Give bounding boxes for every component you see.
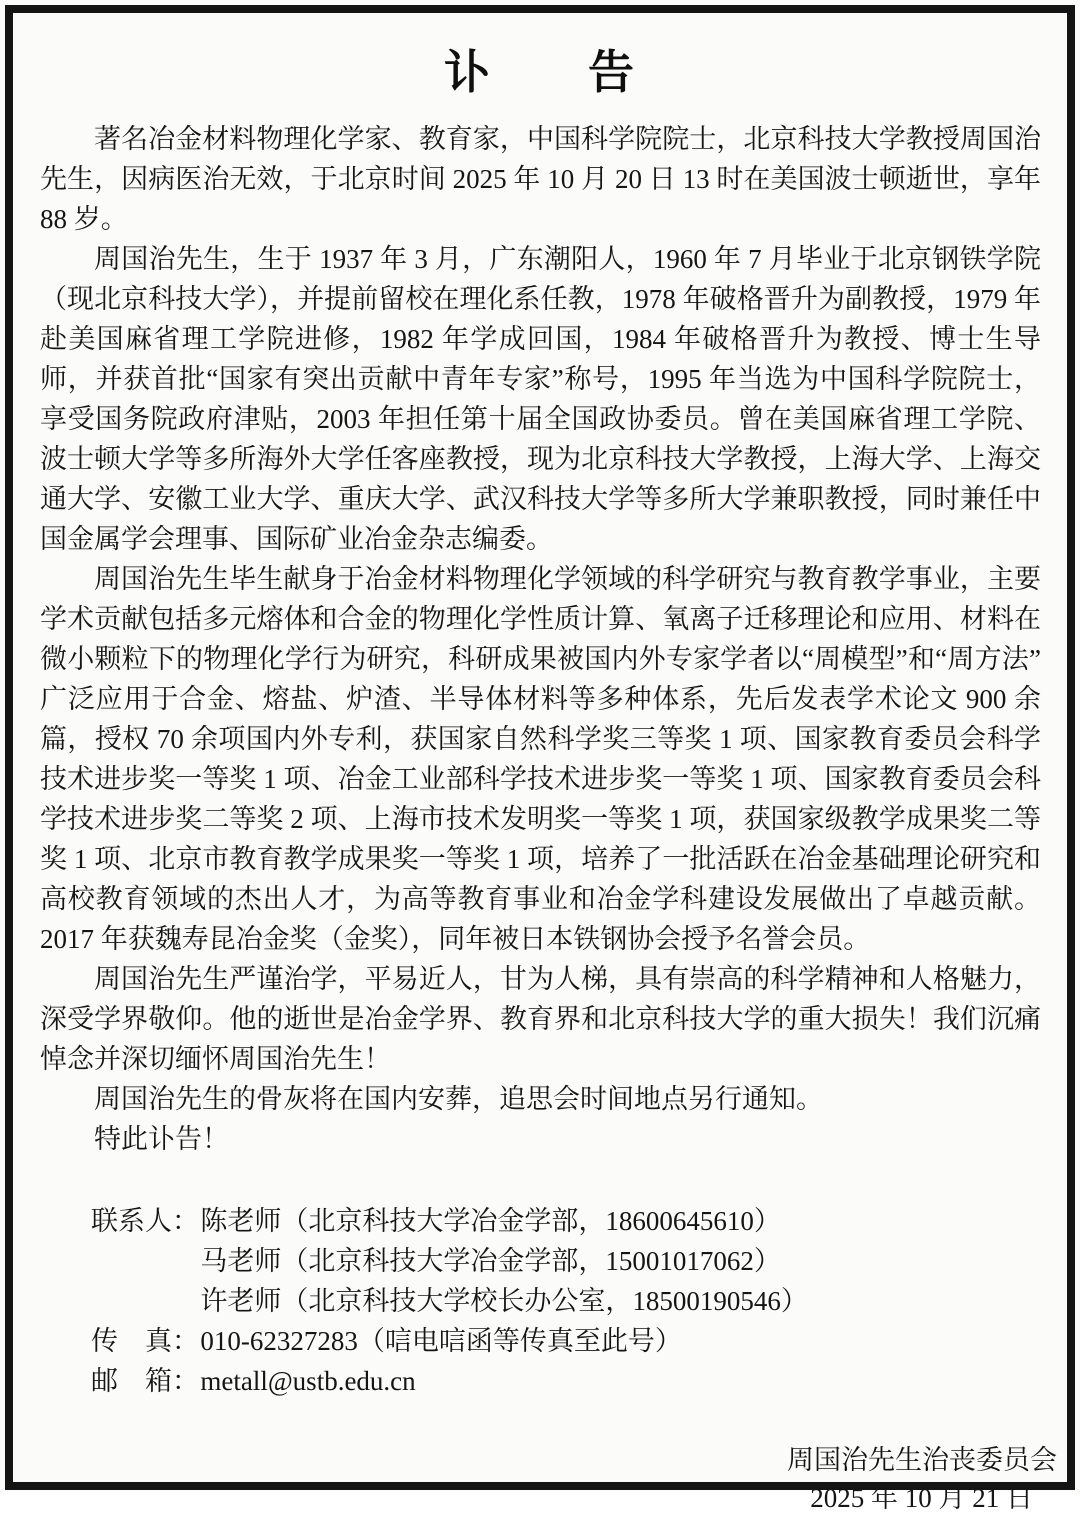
contact-row-fax bbox=[91, 1321, 1041, 1361]
contact-row-person-2 bbox=[91, 1241, 1041, 1281]
paragraph-closing: 特此讣告！ bbox=[94, 1124, 229, 1154]
signature-committee: 周国治先生治丧委员会 bbox=[787, 1445, 1057, 1475]
paragraph-tribute: 周国治先生严谨治学，平易近人，甘为人梯，具有崇高的科学精神和人格魅力，深受学界敬仰。他的逝世是冶金学界、教育界和北京科技大学的重大损失！我们沉痛悼念并深切缅怀周国治先生！ bbox=[40, 964, 1041, 1074]
contact-label: 联系人： bbox=[91, 1206, 199, 1236]
contact-person-1: 陈老师（北京科技大学冶金学部，18600645610） bbox=[200, 1206, 781, 1236]
contact-row-person-3 bbox=[91, 1281, 1041, 1321]
contact-row-email bbox=[91, 1361, 1041, 1401]
fax-label: 传 真： bbox=[91, 1326, 199, 1356]
paragraph-death-announcement: 著名冶金材料物理化学家、教育家，中国科学院院士，北京科技大学教授周国治先生，因病医治无效，于北京时间 2025 年 10 月 20 日 13 时在美国波士顿逝世，享年 88 岁。 bbox=[40, 124, 1041, 234]
contact-row-person-1 bbox=[91, 1201, 1041, 1241]
paragraph-burial-notice: 周国治先生的骨灰将在国内安葬，追思会时间地点另行通知。 bbox=[94, 1084, 823, 1114]
contact-section bbox=[91, 1201, 1067, 1401]
signature-date: 2025 年 10 月 21 日 bbox=[810, 1483, 1033, 1513]
email-label: 邮 箱： bbox=[91, 1366, 199, 1396]
contact-person-3: 许老师（北京科技大学校长办公室，18500190546） bbox=[200, 1286, 808, 1316]
page-title: 讣 告 bbox=[444, 47, 636, 98]
obituary-body bbox=[40, 119, 1067, 1159]
email-address: metall@ustb.edu.cn bbox=[200, 1366, 416, 1396]
obituary-frame-border bbox=[5, 5, 1075, 1513]
paragraph-achievements: 周国治先生毕生献身于冶金材料物理化学领域的科学研究与教育教学事业，主要学术贡献包括多元熔体和合金的物理化学性质计算、氧离子迁移理论和应用、材料在微小颗粒下的物理化学行为研究，科研成果被国内外专家学者以“周模型”和“周方法”广泛应用于合金、熔盐、炉渣、半导体材料等多种体系，先后发表学术论文 900 余篇，授权 70 余项国内外专利，获国家自然科学奖三等奖 1 项、国家教育委员会科学技术进步奖一等奖 1 项、冶金工业部科学技术进步奖一等奖 1 项、国家教育委员会科学技术进步奖二等奖 2 项、上海市技术发明奖一等奖 1 项，获国家级教学成果奖二等奖 1 项、北京市教育教学成果奖一等奖 1 项，培养了一批活跃在冶金基础理论研究和高校教育领域的杰出人才，为高等教育事业和冶金学科建设发展做出了卓越贡献。2017 年获魏寿昆冶金奖（金奖），同年被日本铁钢协会授予名誉会员。 bbox=[40, 564, 1041, 954]
fax-number: 010-62327283（唁电唁函等传真至此号） bbox=[200, 1326, 682, 1356]
paragraph-biography: 周国治先生，生于 1937 年 3 月，广东潮阳人，1960 年 7 月毕业于北京钢铁学院（现北京科技大学），并提前留校在理化系任教，1978 年破格晋升为副教授，1979 年赴美国麻省理工学院进修，1982 年学成回国，1984 年破格晋升为教授、博士生导师，并获首批“国家有突出贡献中青年专家”称号，1995 年当选为中国科学院院士，享受国务院政府津贴，2003 年担任第十届全国政协委员。曾在美国麻省理工学院、波士顿大学等多所海外大学任客座教授，现为北京科技大学教授，上海大学、上海交通大学、安徽工业大学、重庆大学、武汉科技大学等多所大学兼职教授，同时兼任中国金属学会理事、国际矿业冶金杂志编委。 bbox=[40, 244, 1041, 554]
signature-section bbox=[40, 1441, 1067, 1517]
contact-label-spacer bbox=[91, 1241, 200, 1281]
contact-person-2: 马老师（北京科技大学冶金学部，15001017062） bbox=[200, 1246, 781, 1276]
contact-label-spacer bbox=[91, 1281, 200, 1321]
